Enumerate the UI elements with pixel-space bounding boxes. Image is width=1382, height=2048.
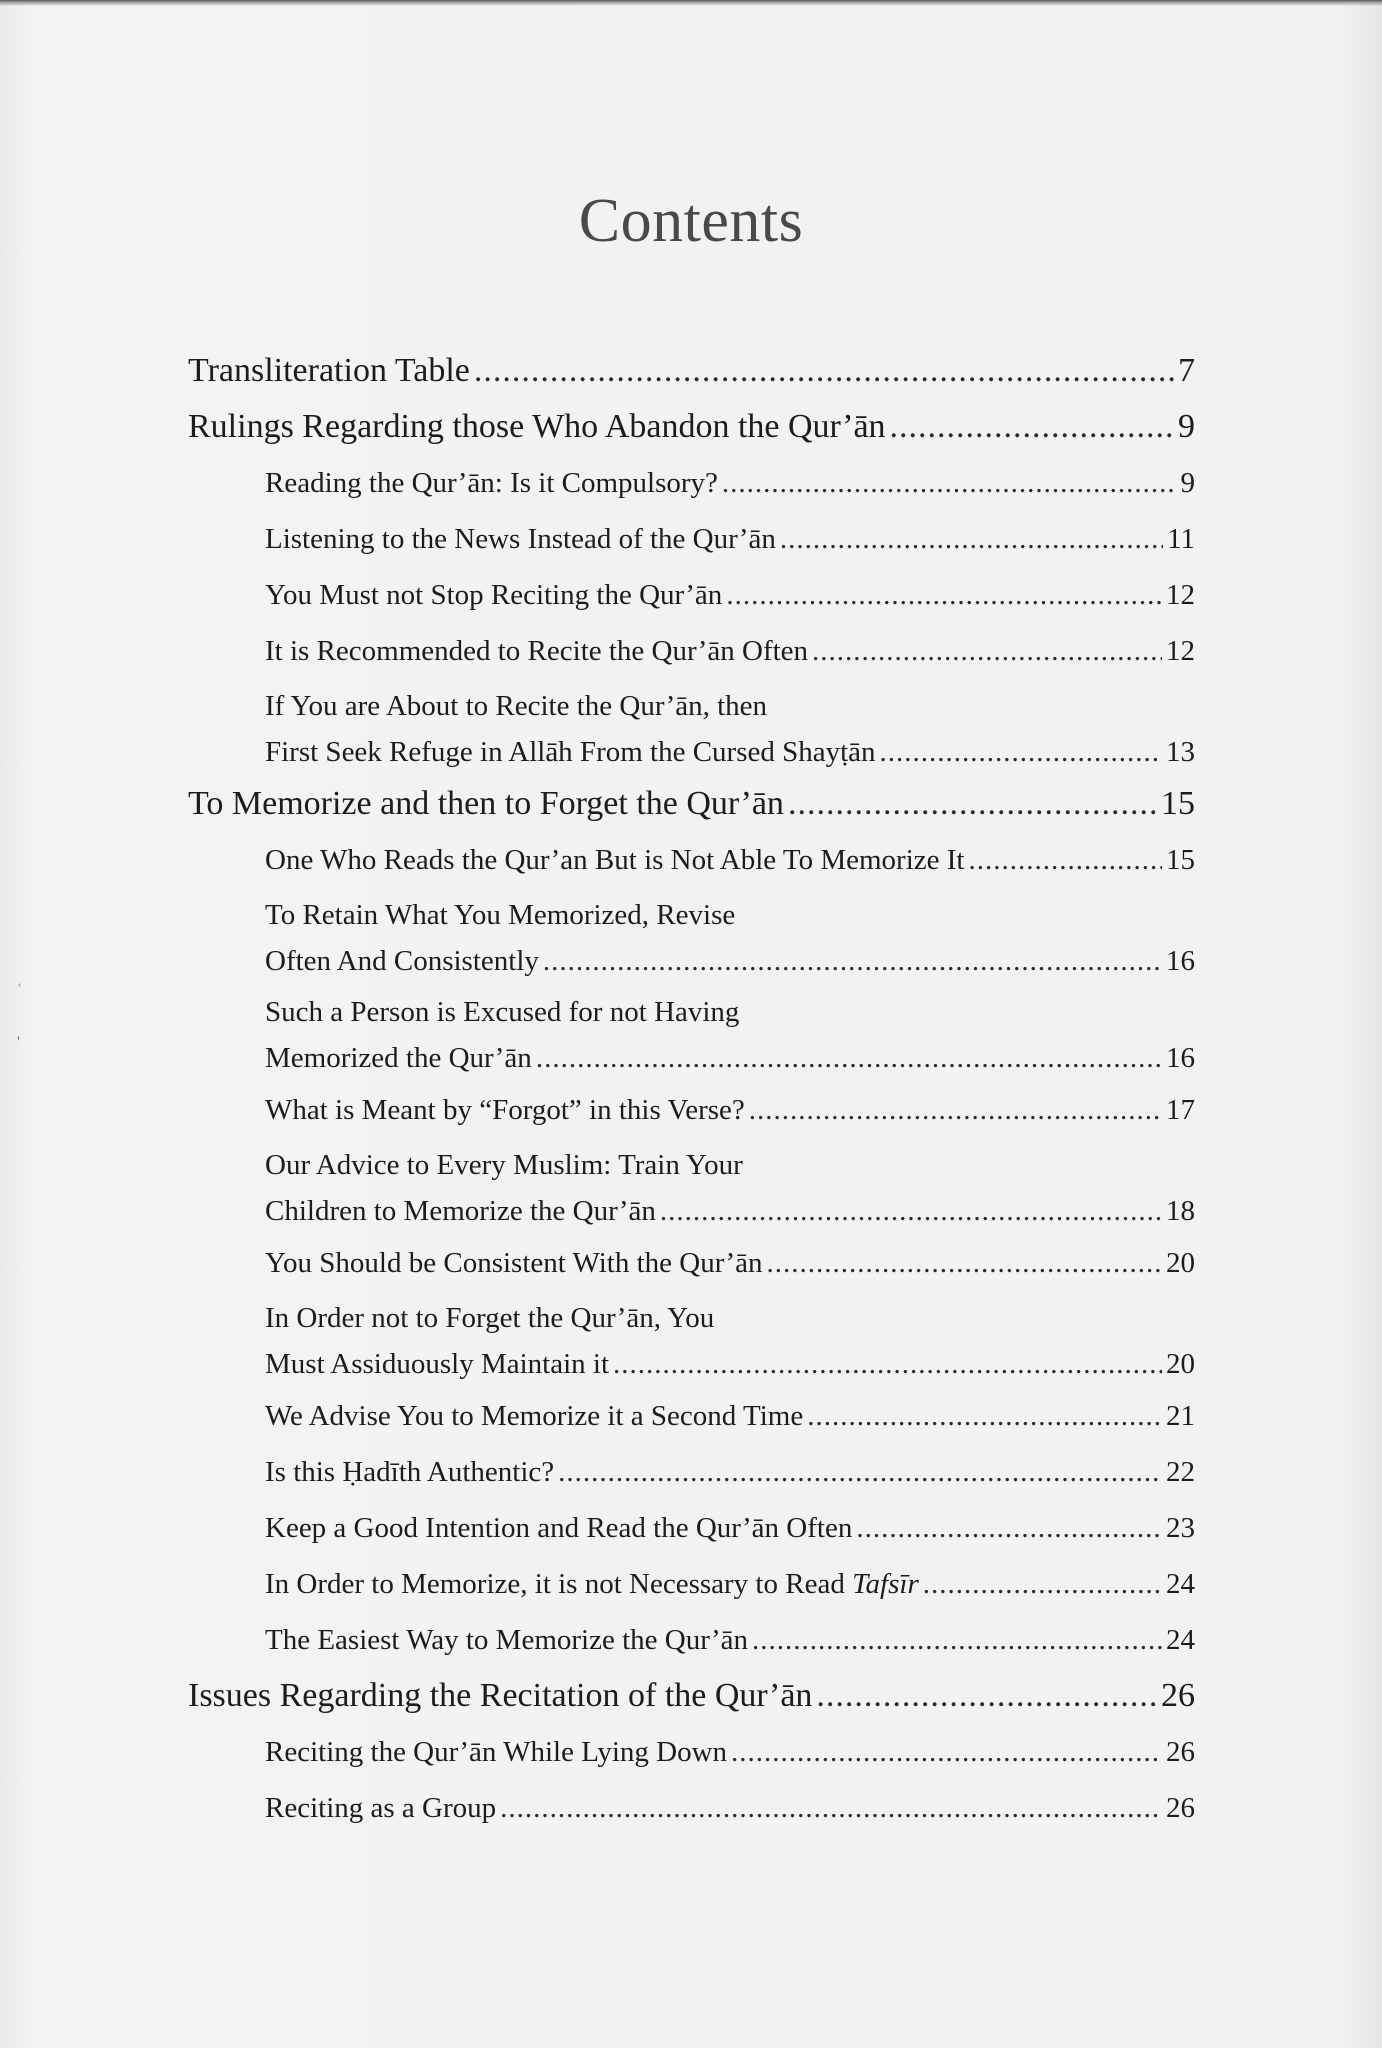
toc-subentry[interactable] [188,1505,1195,1561]
toc-page-number: 9 [1178,408,1195,445]
toc-entry-title-line1: Our Advice to Every Muslim: Train Your [265,1149,743,1181]
toc-entry-title: Reciting as a Group [265,1792,497,1824]
toc-page-number: 24 [1166,1624,1195,1656]
dot-leader [536,1034,1162,1082]
toc-page-number: 12 [1166,579,1195,611]
toc-subentry[interactable] [188,1393,1195,1449]
toc-entry-title: Memorized the Qur’ān [265,1042,532,1074]
toc-entry-title: Is this Ḥadīth Authentic? [265,1456,555,1488]
toc-page-number: 17 [1166,1094,1195,1126]
dot-leader [890,404,1174,450]
toc-entry-title [265,1561,919,1607]
toc-entry-title-roman: In Order to Memorize, it is not Necessary to Read [265,1568,853,1600]
toc-entry-title: The Easiest Way to Memorize the Qur’ān [265,1624,748,1656]
dot-leader [780,516,1163,562]
dot-leader [816,1673,1157,1719]
toc-page-number: 26 [1166,1736,1195,1768]
toc-subentry[interactable] [188,1087,1195,1143]
toc-entry-title: We Advise You to Memorize it a Second Time [265,1400,804,1432]
toc-subentry[interactable] [188,893,1195,990]
dot-leader [752,1617,1162,1663]
toc-subentry[interactable] [188,1240,1195,1296]
dot-leader [543,937,1162,985]
toc-subentry[interactable] [188,460,1195,516]
toc-subentry[interactable] [188,1729,1195,1785]
toc-entry-title-italic: Tafsīr [852,1568,919,1600]
toc-entry-title: You Should be Consistent With the Qur’ān [265,1247,763,1279]
table-of-contents [188,348,1195,1841]
toc-entry-title-line1: To Retain What You Memorized, Revise [265,899,736,931]
dot-leader [613,1340,1162,1388]
dot-leader [807,1393,1162,1439]
toc-page-number: 22 [1166,1456,1195,1488]
toc-entry-title: Children to Memorize the Qur’ān [265,1195,656,1227]
toc-page-number: 15 [1166,844,1195,876]
dot-leader [749,1087,1162,1133]
dot-leader [726,572,1162,618]
toc-entry-title-line1: In Order not to Forget the Qur’ān, You [265,1302,715,1334]
dot-leader [812,628,1162,674]
margin-mark: ' [17,1034,20,1051]
toc-subentry[interactable] [188,1296,1195,1393]
toc-page-number: 26 [1161,1677,1195,1714]
toc-subentry[interactable] [188,837,1195,893]
toc-entry-title: Rulings Regarding those Who Abandon the Qur’ān [188,408,886,445]
toc-page-number: 16 [1166,945,1195,977]
dot-leader [856,1505,1162,1551]
dot-leader [767,1240,1163,1286]
toc-page-number: 18 [1166,1195,1195,1227]
toc-entry-title: It is Recommended to Recite the Qur’ān Often [265,635,809,667]
toc-page-number: 11 [1167,523,1195,555]
toc-subentry[interactable] [188,628,1195,684]
toc-entry-title: What is Meant by “Forgot” in this Verse? [265,1094,745,1126]
toc-page-number: 9 [1180,467,1195,499]
toc-entry-title: Reciting the Qur’ān While Lying Down [265,1736,728,1768]
toc-entry-title: First Seek Refuge in Allāh From the Cursed Shayṭān [265,736,876,768]
toc-entry-title: Listening to the News Instead of the Qur’ān [265,523,776,555]
toc-entry-title-line1: Such a Person is Excused for not Having [265,996,740,1028]
toc-page-number: 24 [1166,1568,1195,1600]
dot-leader [880,728,1162,776]
toc-subentry[interactable] [188,1449,1195,1505]
toc-entry-title-line1: If You are About to Recite the Qur’ān, then [265,690,768,722]
toc-subentry[interactable] [188,1561,1195,1617]
toc-subentry[interactable] [188,1617,1195,1673]
dot-leader [474,348,1174,394]
page-title: Contents [578,187,804,255]
toc-page-number: 13 [1166,736,1195,768]
dot-leader [731,1729,1162,1775]
toc-entry-title: Reading the Qur’ān: Is it Compulsory? [265,467,718,499]
toc-entry[interactable] [188,781,1195,837]
dot-leader [500,1785,1162,1831]
toc-entry-title: You Must not Stop Reciting the Qur’ān [265,579,723,611]
toc-entry[interactable] [188,1673,1195,1729]
toc-page-number: 16 [1166,1042,1195,1074]
toc-subentry[interactable] [188,516,1195,572]
toc-page-number: 7 [1178,352,1195,389]
toc-page-number: 21 [1166,1400,1195,1432]
dot-leader [660,1187,1162,1235]
toc-subentry[interactable] [188,990,1195,1087]
toc-entry-title: To Memorize and then to Forget the Qur’ān [188,785,784,822]
toc-entry-title: Often And Consistently [265,945,539,977]
dot-leader [788,781,1157,827]
dot-leader [968,837,1162,883]
toc-page-number: 26 [1166,1792,1195,1824]
toc-subentry[interactable] [188,684,1195,781]
dot-leader [923,1561,1162,1607]
toc-entry-title: Must Assiduously Maintain it [265,1348,610,1380]
toc-entry-title: Keep a Good Intention and Read the Qur’ān Often [265,1512,853,1544]
scan-edge [0,0,1382,6]
margin-mark: ʿ [17,982,23,999]
toc-entry-title: Issues Regarding the Recitation of the Qur’ān [188,1677,813,1714]
toc-entry[interactable] [188,404,1195,460]
dot-leader [558,1449,1162,1495]
toc-entry-title: Transliteration Table [188,352,470,389]
toc-entry[interactable] [188,348,1195,404]
toc-subentry[interactable] [188,1785,1195,1841]
toc-page-number: 12 [1166,635,1195,667]
toc-entry-title: One Who Reads the Qur’an But is Not Able To Memorize It [265,844,965,876]
dot-leader [722,460,1177,506]
toc-page-number: 23 [1166,1512,1195,1544]
toc-page-number: 20 [1166,1247,1195,1279]
toc-page-number: 20 [1166,1348,1195,1380]
toc-page-number: 15 [1161,785,1195,822]
toc-subentry[interactable] [188,1143,1195,1240]
toc-subentry[interactable] [188,572,1195,628]
